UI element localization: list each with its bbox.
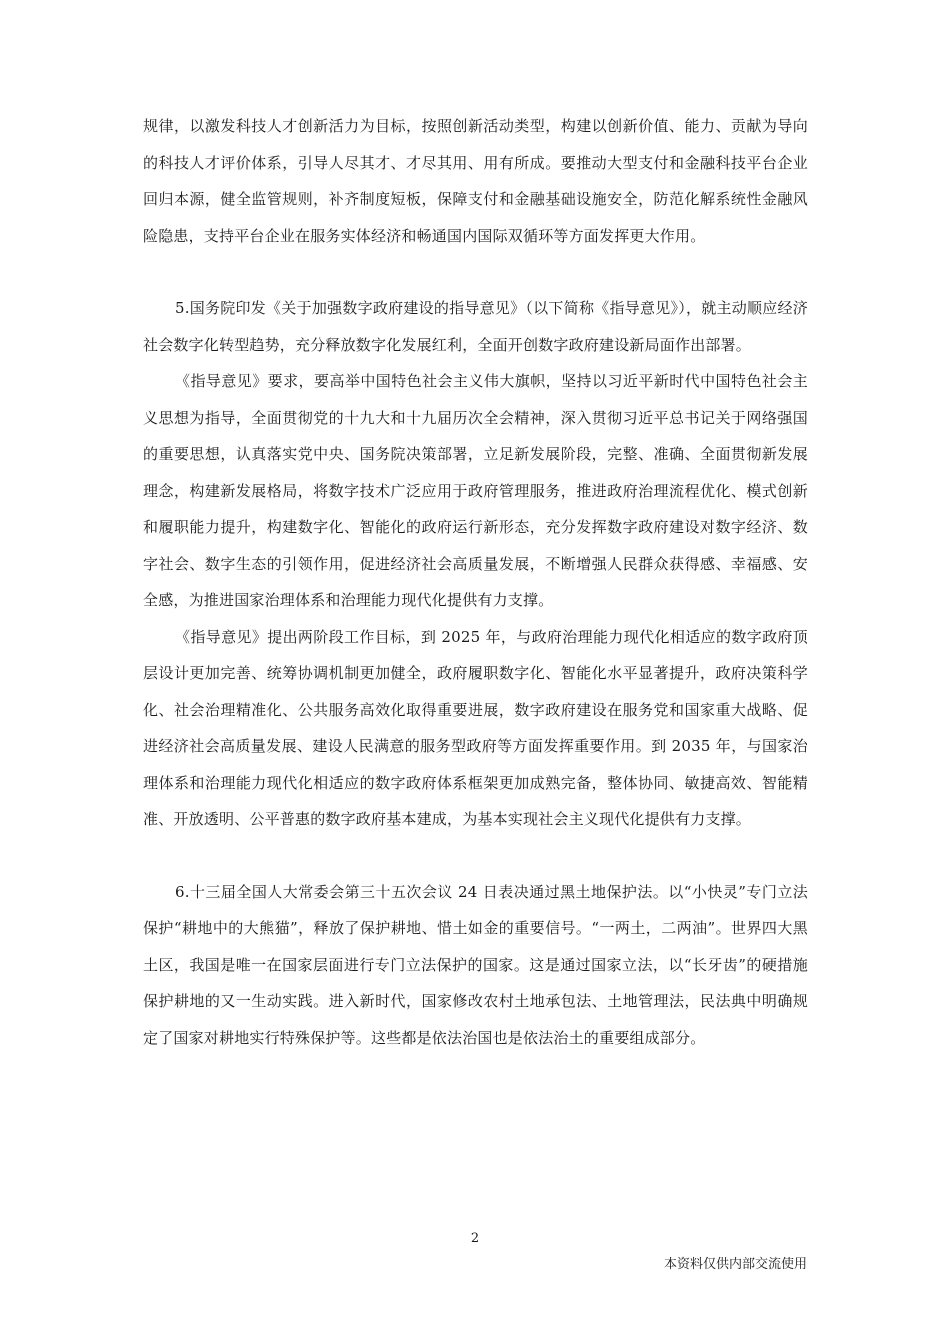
paragraph-gap (143, 838, 808, 874)
page-number: 2 (470, 1231, 480, 1246)
paragraph-two-stage-goals: 《指导意见》提出两阶段工作目标，到 2025 年，与政府治理能力现代化相适应的数字政府顶层设计更加完善、统筹协调机制更加健全，政府履职数字化、智能化水平显著提升，政府决策科学化、社会治理精准化、公共服务高效化取得重要进展，数字政府建设在服务党和国家重大战略、促进经济社会高质量发展、建设人民满意的服务型政府等方面发挥重要作用。到 2035 年，与国家治理体系和治理能力现代化相适应的数字政府体系框架更加成熟完备，整体协同、敏捷高效、智能精准、开放透明、公平普惠的数字政府基本建成，为基本实现社会主义现代化提供有力支撑。 (143, 627, 808, 828)
document-body (143, 108, 808, 1056)
paragraph-gap (143, 254, 808, 290)
footer-note: 本资料仅供内部交流使用 (663, 1257, 807, 1272)
paragraph-guidance-requirements: 《指导意见》要求，要高举中国特色社会主义伟大旗帜，坚持以习近平新时代中国特色社会主义思想为指导，全面贯彻党的十九大和十九届历次全会精神，深入贯彻习近平总书记关于网络强国的重要思想，认真落实党中央、国务院决策部署，立足新发展阶段，完整、准确、全面贯彻新发展理念，构建新发展格局，将数字技术广泛应用于政府管理服务，推进政府治理流程优化、模式创新和履职能力提升，构建数字化、智能化的政府运行新形态，充分发挥数字政府建设对数字经济、数字社会、数字生态的引领作用，促进经济社会高质量发展，不断增强人民群众获得感、幸福感、安全感，为推进国家治理体系和治理能力现代化提供有力支撑。 (143, 372, 808, 609)
paragraph-black-soil-law: 6.十三届全国人大常委会第三十五次会议 24 日表决通过黑土地保护法。以“小快灵”专门立法保护“耕地中的大熊猫”，释放了保护耕地、惜土如金的重要信号。“一两土，二两油”。世界四大黑土区，我国是唯一在国家层面进行专门立法保护的国家。这是通过国家立法，以“长牙齿”的硬措施保护耕地的又一生动实践。进入新时代，国家修改农村土地承包法、土地管理法，民法典中明确规定了国家对耕地实行特殊保护等。这些都是依法治国也是依法治土的重要组成部分。 (143, 882, 808, 1047)
paragraph-talent-evaluation: 规律，以激发科技人才创新活力为目标，按照创新活动类型，构建以创新价值、能力、贡献为导向的科技人才评价体系，引导人尽其才、才尽其用、用有所成。要推动大型支付和金融科技平台企业回归本源，健全监管规则，补齐制度短板，保障支付和金融基础设施安全，防范化解系统性金融风险隐患，支持平台企业在服务实体经济和畅通国内国际双循环等方面发挥更大作用。 (143, 117, 808, 245)
paragraph-digital-government-intro: 5.国务院印发《关于加强数字政府建设的指导意见》（以下简称《指导意见》），就主动顺应经济社会数字化转型趋势，充分释放数字化发展红利，全面开创数字政府建设新局面作出部署。 (143, 299, 808, 354)
